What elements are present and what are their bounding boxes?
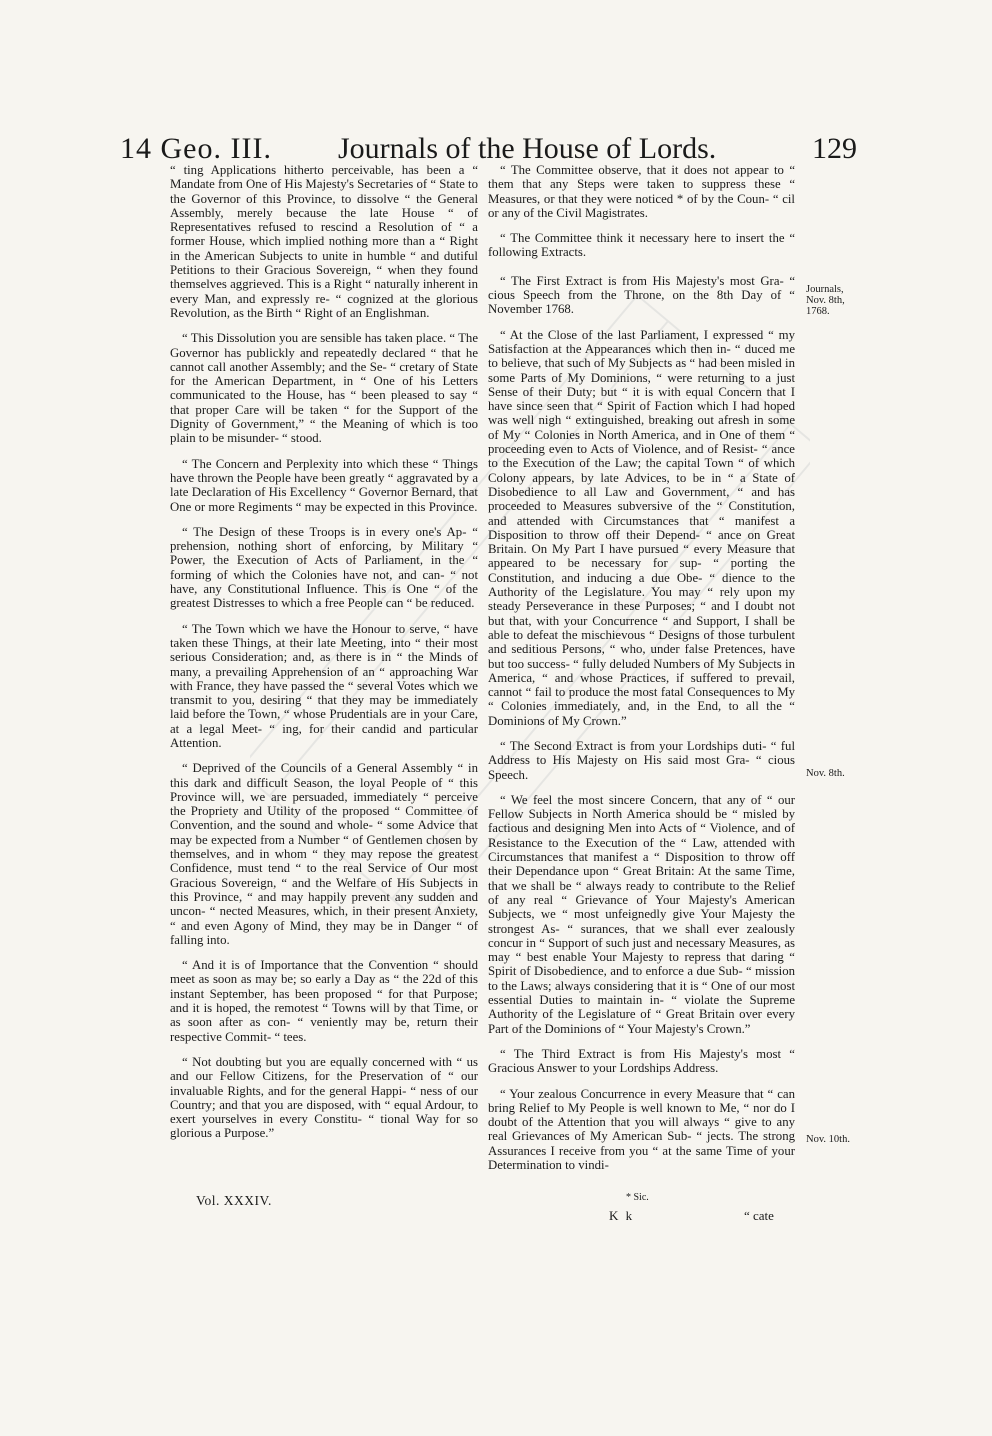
regnal-year: 14 Geo. III. (120, 132, 272, 165)
paragraph: “ ting Applications hitherto perceivable, has been a “ Mandate from One of His Majesty's Secretaries of “ State to the Governor of this Province, to dissolve “ the General Assembly, merely because the late House “ of Representatives refused to rescind a Resolution of “ a former House, which implied nothing more than a “ Right in the American Subjects to unite in humble “ and dutiful Petitions to their Gracious Sovereign, “ when they found themselves aggrieved. This is a Right “ naturally inherent in every Man, and expressly re- “ cognized at the glorious Revolution, as the Birth “ Right of an Englishman. (170, 163, 478, 320)
paragraph: “ The Concern and Perplexity into which these “ Things have thrown the People have been greatly “ aggravated by a late Declaration of His Excellency “ Governor Bernard, that One or more Regiments “ may be expected in this Province. (170, 456, 478, 514)
paragraph: “ Your zealous Concurrence in every Measure that “ can bring Relief to My People is well known to Me, “ nor do I doubt of the Attention that you will always “ give to any real Grievances of My American Sub- “ jects. The strong Assurances I receive from you “ at the same Time of your Determination to vindi- (488, 1086, 795, 1172)
paragraph: “ The Third Extract is from His Majesty's most “ Gracious Answer to your Lordships Address. (488, 1046, 795, 1076)
paragraph: “ This Dissolution you are sensible has taken place. “ The Governor has publickly and repeatedly declared “ that he cannot call another Assembly; and the Se- “ cretary of State for the American Department, in “ One of his Letters communicated to the House, has “ been pleased to say “ that proper Care will be taken “ for the Support of the Dignity of Government,” “ the Meaning of which is too plain to be misunder- “ stood. (170, 331, 478, 446)
paragraph: “ The Committee observe, that it does not appear to “ them that any Steps were taken to suppress these “ Measures, or that they were noticed * of by the Coun- “ cil or any of the Civil Magistrates. (488, 163, 795, 220)
paragraph: “ Deprived of the Councils of a General Assembly “ in this dark and difficult Season, the loyal People of “ this Province will, we are persuaded, immediately “ perceive the Propriety and Utility of the proposed “ Committee of Convention, and the sound and whole- “ some Advice that may be expected from a Number “ of Gentlemen chosen by themselves, and in whom “ they may repose the greatest Confidence, must tend “ to the real Service of Our most Gracious Sovereign, “ and the Welfare of His Subjects in this Province, “ and may happily prevent any sudden and uncon- “ nected Measures, which, in their present Anxiety, “ and even Agony of Mind, they may be in Danger “ of falling into. (170, 761, 478, 947)
paragraph: “ Not doubting but you are equally concerned with “ us and our Fellow Citizens, for the Preservation of “ our invaluable Rights, and for the general Happi- “ ness of our Country; and that you are disposed, with “ equal Ardour, to exert yourselves in every Constitu- “ tional Way for so glorious a Purpose.” (170, 1054, 478, 1141)
paragraph: “ The Second Extract is from your Lordships duti- “ ful Address to His Majesty on His said most Gra- “ cious Speech. (488, 738, 795, 782)
journal-title: Journals of the House of Lords. (338, 132, 717, 165)
paragraph: “ The First Extract is from His Majesty's most Gra- “ cious Speech from the Throne, on the 8th Day of “ November 1768. (488, 273, 795, 317)
paragraph: “ The Committee think it necessary here to insert the “ following Extracts. (488, 231, 795, 260)
printer-signature: K k (609, 1208, 635, 1223)
paragraph: “ The Design of these Troops is in every one's Ap- “ prehension, nothing short of enforcing, by Military “ Power, the Execution of Acts of Parliament, in the “ forming of which the Colonies have not, and can- “ not have, any Constitutional Influence. This is One “ of the greatest Distresses to which a free People can “ be reduced. (170, 524, 478, 611)
margin-note-nov-8: Nov. 8th. (806, 768, 845, 779)
volume-signature: Vol. XXXIV. (196, 1193, 272, 1208)
right-column (488, 163, 795, 1183)
paragraph: “ At the Close of the last Parliament, I expressed “ my Satisfaction at the Appearances which then in- “ duced me to believe, that such of My Subjects as “ had been misled in some Parts of My Dominions, “ were returning to a just Sense of their Duty; but “ it is with equal Concern that I have since seen that “ Spirit of Faction which I had hoped was well nigh “ extinguished, breaking out afresh in some of My “ Colonies in North America, and in One of them “ proceeding even to Acts of Violence, and of Resist- “ ance to the Execution of the Law; the capital Town “ of which Colony appears, by late Advices, to be in “ a State of Disobedience to all Law and Government, “ and has proceeded to Measures subversive of the “ Constitution, and attended with Circumstances that “ manifest a Disposition to throw off their Depend- “ ance on Great Britain. On My Part I have pursued “ every Measure that appeared to be necessary for sup- “ porting the Constitution, and inducing a due Obe- “ dience to the Authority of the Legislature. You may “ rely upon my steady Perseverance in these Purposes; “ and I doubt not but that, with your Concurrence “ and Support, I shall be able to defeat the mischievous “ Designs of those turbulent and seditious Persons, “ who, under false Pretences, have but too success- “ fully deluded Numbers of My Subjects in America, “ and whose Practices, if suffered to prevail, cannot “ fail to produce the most fatal Consequences to My “ Colonies immediately, and, in the End, to all the “ Dominions of My Crown.” (488, 327, 795, 728)
margin-note-journals: Journals, Nov. 8th, 1768. (806, 284, 845, 317)
paragraph: “ The Town which we have the Honour to serve, “ have taken these Things, at their late Meeting, into “ their most serious Consideration; and, as there is in “ the Minds of many, a prevailing Apprehension of an “ approaching War with France, they have passed the “ several Votes which we transmit to you, desiring “ that they may be immediately laid before the Town, “ whose Prudentials are in your Care, at a legal Meet- “ ing, for their candid and particular Attention. (170, 621, 478, 750)
footnote: * Sic. (626, 1192, 649, 1203)
paragraph: “ We feel the most sincere Concern, that any of “ our Fellow Subjects in North America should be “ misled by factious and designing Men into Acts of “ Violence, and of Resistance to the Execution of the “ Law, attended with Circumstances that manifest a “ Disposition to throw off their Dependance upon “ Great Britain: At the same Time, that we shall be “ always ready to contribute to the Relief of any real “ Grievance of Your Majesty's American Subjects, we “ most unfeignedly give Your Majesty the strongest As- “ surances, that we shall ever zealously concur in “ Support of such just and necessary Measures, as may “ best enable Your Majesty to repress that daring “ Spirit of Disobedience, and to enforce a due Sub- “ mission to the Laws; always considering that it is “ One of our most essential Duties to maintain in- “ violate the Supreme Authority of the Legislature of “ Great Britain over every Part of the Dominions of “ Your Majesty's Crown.” (488, 792, 795, 1036)
margin-note-nov-10: Nov. 10th. (806, 1134, 850, 1145)
left-column (170, 163, 478, 1152)
page-number: 129 (812, 132, 857, 165)
catchword: “ cate (744, 1208, 774, 1223)
paragraph: “ And it is of Importance that the Convention “ should meet as soon as may be; so early a Day as “ the 22d of this instant September, has been proposed “ for that Purpose; and it is hoped, the remotest “ Towns will by that Time, or as soon after as con- “ veniently may be, return their respective Commit- “ tees. (170, 958, 478, 1044)
